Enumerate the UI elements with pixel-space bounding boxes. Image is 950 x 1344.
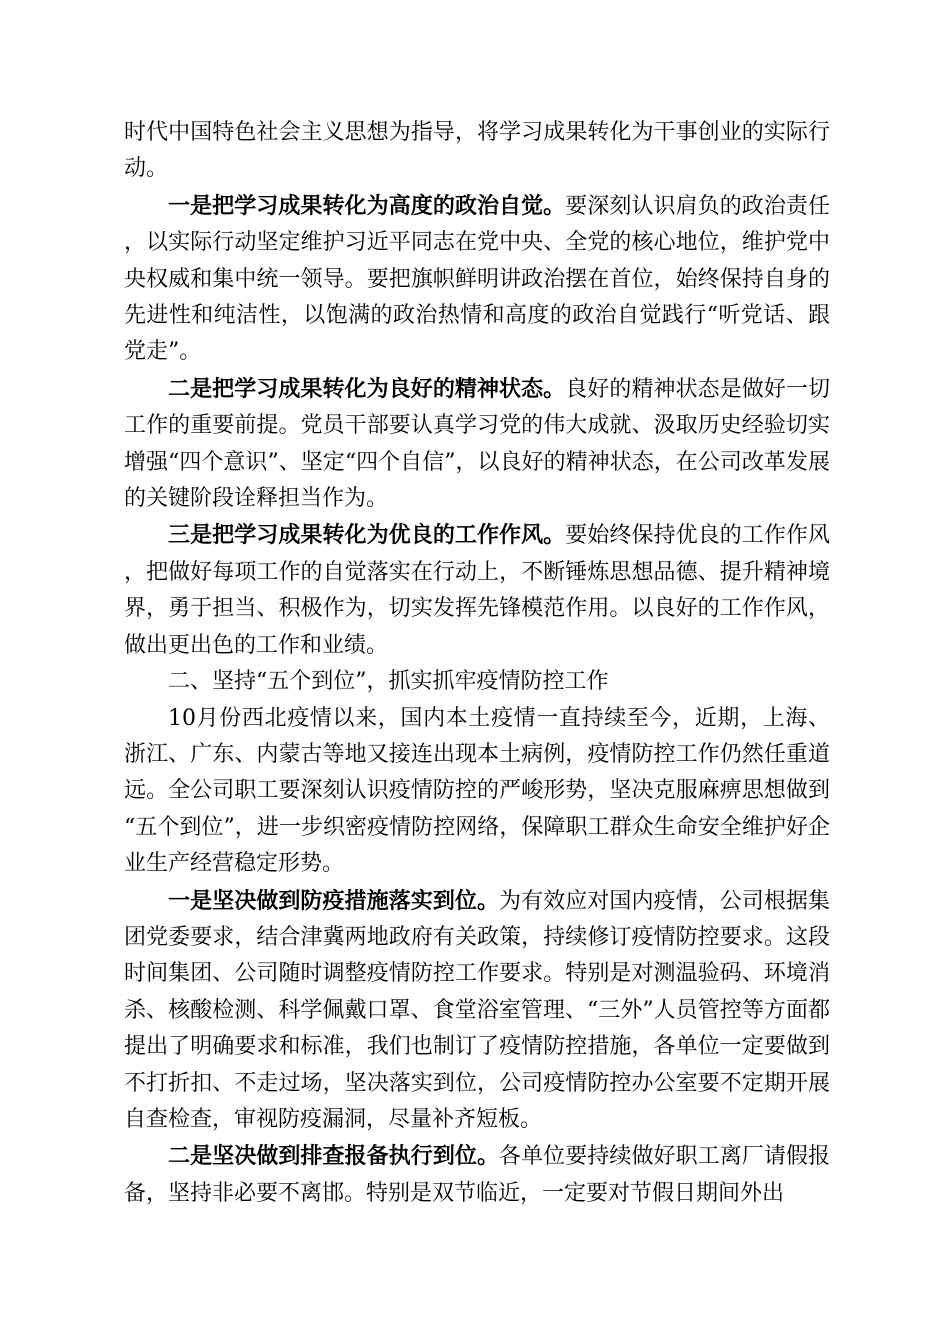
paragraph-text: 10月份西北疫情以来，国内本土疫情一直持续至今，近期，上海、浙江、广东、内蒙古等地又接连出现本土病例，疫情防控工作仍然任重道远。全公司职工要深刻认识疫情防控的严峻形势，坚决克服麻痹思想做到“五个到位”，进一步织密疫情防控网络，保障职工群众生命安全维护好企业生产经营稳定形势。 [124, 705, 830, 877]
paragraph-lead-heading: 三是把学习成果转化为优良的工作作风。 [168, 522, 566, 549]
document-body [124, 115, 830, 1212]
paragraph-text: 时代中国特色社会主义思想为指导，将学习成果转化为干事创业的实际行动。 [124, 120, 830, 182]
paragraph-text: 为有效应对国内疫情，公司根据集团党委要求，结合津冀两地政府有关政策，持续修订疫情防控要求。这段时间集团、公司随时调整疫情防控工作要求。特别是对测温验码、环境消杀、核酸检测、科学佩戴口罩、食堂浴室管理、“三外”人员管控等方面都提出了明确要求和标准，我们也制订了疫情防控措施，各单位一定要做到不打折扣、不走过场，坚决落实到位，公司疫情防控办公室要不定期开展自查检查，审视防疫漏洞，尽量补齐短板。 [124, 888, 830, 1132]
paragraph-lead-heading: 二是坚决做到排查报备执行到位。 [168, 1143, 500, 1170]
paragraph-prevention-measures [124, 883, 830, 1139]
paragraph-mental-state [124, 371, 830, 518]
paragraph-text: 良好的精神状态是做好一切工作的重要前提。党员干部要认真学习党的伟大成就、汲取历史经验切实增强“四个意识”、坚定“四个自信”，以良好的精神状态，在公司改革发展的关键阶段诠释担当作为。 [124, 376, 830, 512]
paragraph-epidemic-situation [124, 701, 830, 883]
paragraph-lead-heading: 一是坚决做到防疫措施落实到位。 [168, 887, 500, 914]
section-heading-epidemic-control [124, 664, 830, 700]
paragraph-work-style [124, 517, 830, 664]
paragraph-text: 要深刻认识肩负的政治责任，以实际行动坚定维护习近平同志在党中央、全党的核心地位，维护党中央权威和集中统一领导。要把旗帜鲜明讲政治摆在首位，始终保持自身的先进性和纯洁性，以饱满的政治热情和高度的政治自觉践行“听党话、跟党走”。 [124, 193, 830, 365]
paragraph-text: 要始终保持优良的工作作风，把做好每项工作的自觉落实在行动上，不断锤炼思想品德、提升精神境界，勇于担当、积极作为，切实发挥先锋模范作用。以良好的工作作风，做出更出色的工作和业绩。 [124, 523, 830, 658]
paragraph-screening-reporting [124, 1138, 830, 1212]
paragraph-lead-heading: 一是把学习成果转化为高度的政治自觉。 [168, 192, 566, 219]
section-heading-text: 二、坚持“五个到位”，抓实抓牢疫情防控工作 [168, 669, 609, 695]
paragraph-intro-continuation [124, 115, 830, 188]
paragraph-text: 各单位要持续做好职工离厂请假报备，坚持非必要不离邯。特别是双节临近，一定要对节假日期间外出 [124, 1144, 830, 1206]
paragraph-political-consciousness [124, 188, 830, 371]
paragraph-lead-heading: 二是把学习成果转化为良好的精神状态。 [168, 375, 566, 402]
